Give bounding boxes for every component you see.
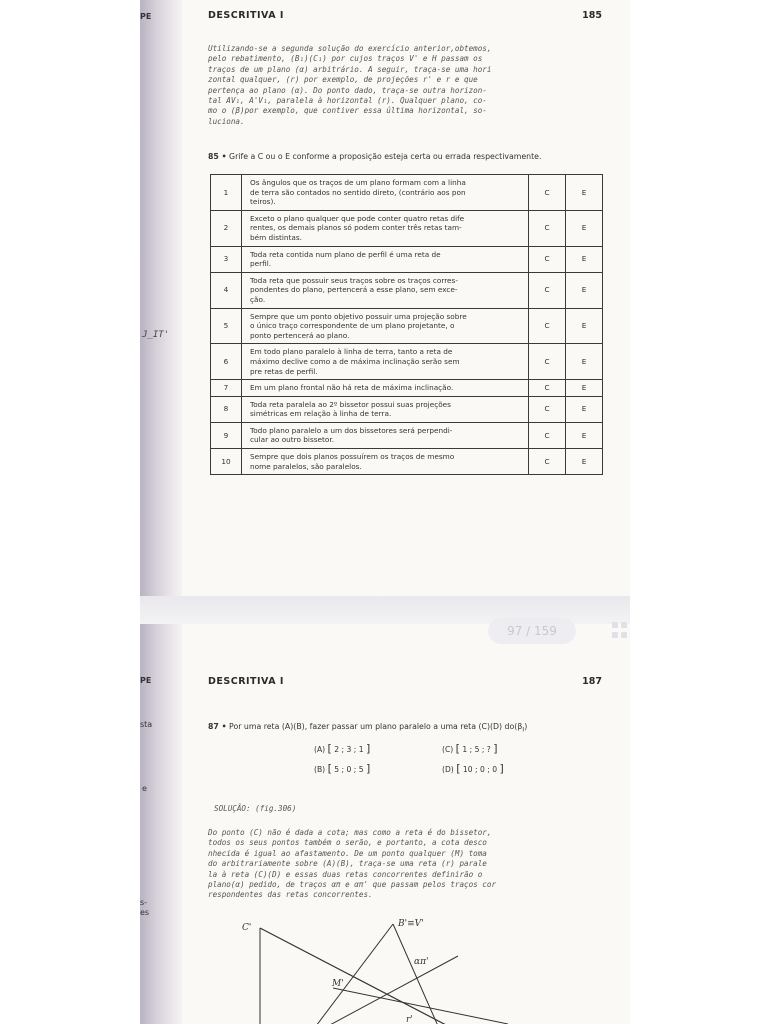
text-line: luciona. bbox=[208, 116, 245, 126]
statement-row bbox=[211, 175, 603, 211]
option-certa[interactable]: C bbox=[529, 210, 566, 246]
text-line: mo o (β)por exemplo, que contiver essa última horizontal, so- bbox=[208, 106, 487, 116]
statement-text bbox=[242, 380, 529, 397]
statement-number: 6 bbox=[211, 344, 242, 380]
text-line: nhecida é igual ao afastamento. De um ponto qualquer (M) toma bbox=[208, 848, 487, 858]
statement-row bbox=[211, 449, 603, 475]
label-r-prime: r' bbox=[406, 1015, 413, 1024]
option-label: (C) bbox=[442, 745, 454, 754]
text-line: plano(α) pedido, de traços απ e απ' que passam pelos traços cor bbox=[208, 880, 497, 890]
margin-handwritten-mark: J̲IT' bbox=[142, 330, 170, 340]
option-label: (B) bbox=[314, 765, 326, 774]
option-errada[interactable]: E bbox=[566, 210, 603, 246]
option-certa[interactable]: C bbox=[529, 344, 566, 380]
label-c-prime: C' bbox=[242, 923, 252, 933]
option-label: (D) bbox=[442, 765, 454, 774]
option-certa[interactable]: C bbox=[529, 246, 566, 272]
option-errada[interactable]: E bbox=[566, 396, 603, 422]
statement-row bbox=[211, 380, 603, 397]
page-header bbox=[208, 10, 602, 21]
label-m-prime: M' bbox=[332, 979, 344, 989]
option-errada[interactable]: E bbox=[566, 422, 603, 448]
statement-line: máximo declive como a de máxima inclinação serão sem bbox=[250, 356, 460, 366]
statement-line: Todo plano paralelo a um dos bissetores será perpendi- bbox=[250, 425, 453, 435]
point-option: (D) [ 10 ; 0 ; 0 ] bbox=[442, 762, 504, 775]
statement-text bbox=[242, 175, 529, 211]
option-errada[interactable]: E bbox=[566, 272, 603, 308]
option-value: 5 ; 0 ; 5 bbox=[334, 765, 364, 774]
statement-row bbox=[211, 344, 603, 380]
option-errada[interactable]: E bbox=[566, 449, 603, 475]
point-option: (B) [ 5 ; 0 ; 5 ] bbox=[314, 762, 371, 775]
solution-paragraph bbox=[208, 828, 603, 901]
page-header bbox=[208, 676, 602, 687]
question-number: 85 • bbox=[208, 152, 227, 161]
running-title: DESCRITIVA I bbox=[208, 676, 284, 687]
statement-line: perfil. bbox=[250, 259, 272, 269]
statement-line: ção. bbox=[250, 294, 266, 304]
option-errada[interactable]: E bbox=[566, 308, 603, 344]
margin-running-title-fragment: PE bbox=[140, 676, 152, 685]
statement-number: 4 bbox=[211, 272, 242, 308]
text-line: traços de um plano (α) arbitrário. A seguir, traça-se uma hori bbox=[208, 64, 492, 74]
statement-line: cular ao outro bissetor. bbox=[250, 435, 335, 445]
option-certa[interactable]: C bbox=[529, 422, 566, 448]
statement-number: 7 bbox=[211, 380, 242, 397]
question-number: 87 • bbox=[208, 722, 227, 731]
statement-line: Sempre que um ponto objetivo possuir uma projeção sobre bbox=[250, 311, 467, 321]
margin-text-fragment: sta bbox=[140, 720, 153, 729]
margin-text-fragment: s- bbox=[140, 898, 148, 907]
statement-line: Em um plano frontal não há reta de máxima inclinação. bbox=[250, 383, 454, 393]
statement-row bbox=[211, 396, 603, 422]
option-certa[interactable]: C bbox=[529, 272, 566, 308]
option-value: 1 ; 5 ; ? bbox=[462, 745, 491, 754]
statement-row bbox=[211, 272, 603, 308]
statement-text bbox=[242, 246, 529, 272]
option-certa[interactable]: C bbox=[529, 396, 566, 422]
line-alpha bbox=[328, 956, 458, 1024]
page-number: 187 bbox=[582, 676, 602, 687]
text-line: todos os seus pontos também o serão, e portanto, a cota desco bbox=[208, 838, 487, 848]
margin-text-fragment: es bbox=[140, 908, 150, 917]
statement-text bbox=[242, 344, 529, 380]
statement-line: Sempre que dois planos possuírem os traços de mesmo bbox=[250, 452, 455, 462]
statement-line: Toda reta que possuir seus traços sobre os traços corres- bbox=[250, 275, 458, 285]
running-title: DESCRITIVA I bbox=[208, 10, 284, 21]
line-m bbox=[333, 988, 508, 1024]
option-certa[interactable]: C bbox=[529, 175, 566, 211]
margin-text-fragment: e bbox=[142, 784, 147, 793]
text-line: pelo rebatimento, (B₁)(C₁) por cujos traços V' e H passam os bbox=[208, 54, 483, 64]
page-187 bbox=[140, 624, 630, 1024]
statement-line: pre retas de perfil. bbox=[250, 366, 318, 376]
option-label: (A) bbox=[314, 745, 326, 754]
statement-number: 2 bbox=[211, 210, 242, 246]
page-indicator: 97 / 159 bbox=[488, 618, 576, 644]
statement-line: rentes, os demais planos só podem conter três retas tam- bbox=[250, 223, 462, 233]
option-value: 2 ; 3 ; 1 bbox=[334, 745, 364, 754]
statement-line: Toda reta contida num plano de perfil é uma reta de bbox=[250, 249, 441, 259]
statement-row bbox=[211, 246, 603, 272]
statement-text bbox=[242, 210, 529, 246]
question-close-paren: ) bbox=[524, 722, 528, 731]
label-b-v: B'≡V' bbox=[398, 919, 424, 929]
text-line: do arbitrariamente sobre (A)(B), traça-se uma reta (r) parale bbox=[208, 859, 487, 869]
statement-line: Exceto o plano qualquer que pode conter quatro retas dife bbox=[250, 213, 465, 223]
statement-number: 1 bbox=[211, 175, 242, 211]
statement-number: 9 bbox=[211, 422, 242, 448]
statement-line: o único traço correspondente de um plano projetante, o bbox=[250, 321, 455, 331]
figure-306 bbox=[208, 916, 608, 1024]
solution-paragraph bbox=[208, 44, 603, 127]
option-certa[interactable]: C bbox=[529, 449, 566, 475]
statement-row bbox=[211, 210, 603, 246]
statement-number: 8 bbox=[211, 396, 242, 422]
question-87-prompt bbox=[208, 722, 527, 734]
statement-text bbox=[242, 272, 529, 308]
text-line: pertença ao plano (α). Do ponto dado, traça-se outra horizon- bbox=[208, 85, 487, 95]
statement-line: Toda reta paralela ao 2º bissetor possui suas projeções bbox=[250, 399, 451, 409]
statement-row bbox=[211, 422, 603, 448]
option-errada[interactable]: E bbox=[566, 344, 603, 380]
grid-view-icon[interactable] bbox=[612, 622, 628, 638]
statement-text bbox=[242, 308, 529, 344]
statement-line: de terra são contados no sentido direto, (contrário aos pon bbox=[250, 187, 466, 197]
label-alpha: απ' bbox=[414, 957, 429, 967]
statement-line: bém distintas. bbox=[250, 232, 302, 242]
statement-number: 10 bbox=[211, 449, 242, 475]
statement-line: Em todo plano paralelo à linha de terra, tanto a reta de bbox=[250, 347, 453, 357]
true-false-table bbox=[210, 174, 603, 475]
statement-text bbox=[242, 422, 529, 448]
option-errada[interactable]: E bbox=[566, 380, 603, 397]
margin-running-title-fragment: PE bbox=[140, 12, 152, 21]
statement-number: 3 bbox=[211, 246, 242, 272]
statement-line: teiros). bbox=[250, 197, 276, 207]
statement-row bbox=[211, 308, 603, 344]
text-line: Utilizando-se a segunda solução do exercício anterior,obtemos, bbox=[208, 44, 492, 53]
statement-number: 5 bbox=[211, 308, 242, 344]
page-number: 185 bbox=[582, 10, 602, 21]
statement-text bbox=[242, 396, 529, 422]
point-option: (C) [ 1 ; 5 ; ? ] bbox=[442, 742, 498, 755]
solution-heading: SOLUÇÃO: (fig.306) bbox=[214, 804, 297, 813]
option-errada[interactable]: E bbox=[566, 175, 603, 211]
text-line: Do ponto (C) não é dada a cota; mas como a reta é do bissetor, bbox=[208, 828, 492, 837]
question-text: Por uma reta (A)(B), fazer passar um plano paralelo a uma reta (C)(D) do(β bbox=[229, 722, 523, 731]
statement-line: simétricas em relação à linha de terra. bbox=[250, 409, 392, 419]
book-gutter bbox=[140, 0, 182, 596]
statement-line: pondentes do plano, pertencerá a esse plano, sem exce- bbox=[250, 285, 458, 295]
question-subscript: I bbox=[522, 725, 525, 734]
statement-text bbox=[242, 449, 529, 475]
option-errada[interactable]: E bbox=[566, 246, 603, 272]
text-line: respondentes das retas concorrentes. bbox=[208, 890, 373, 900]
option-value: 10 ; 0 ; 0 bbox=[462, 765, 498, 774]
text-line: tal AV₁, A'V₁, paralela à horizontal (r). Qualquer plano, co- bbox=[208, 96, 487, 106]
option-certa[interactable]: C bbox=[529, 308, 566, 344]
trace-line bbox=[316, 924, 393, 1024]
option-certa[interactable]: C bbox=[529, 380, 566, 397]
page-185 bbox=[140, 0, 630, 596]
text-line: la à reta (C)(D) e essas duas retas concorrentes definirão o bbox=[208, 869, 483, 879]
statement-line: Os ângulos que os traços de um plano formam com a linha bbox=[250, 178, 466, 187]
text-line: zontal qualquer, (r) por exemplo, de projeções r' e r e que bbox=[208, 75, 478, 85]
question-text: Grife a C ou o E conforme a proposição esteja certa ou errada respectivamente. bbox=[229, 152, 542, 161]
statement-line: nome paralelos, são paralelos. bbox=[250, 461, 362, 471]
point-option: (A) [ 2 ; 3 ; 1 ] bbox=[314, 742, 371, 755]
question-85-prompt bbox=[208, 152, 541, 161]
statement-line: ponto pertencerá ao plano. bbox=[250, 330, 350, 340]
